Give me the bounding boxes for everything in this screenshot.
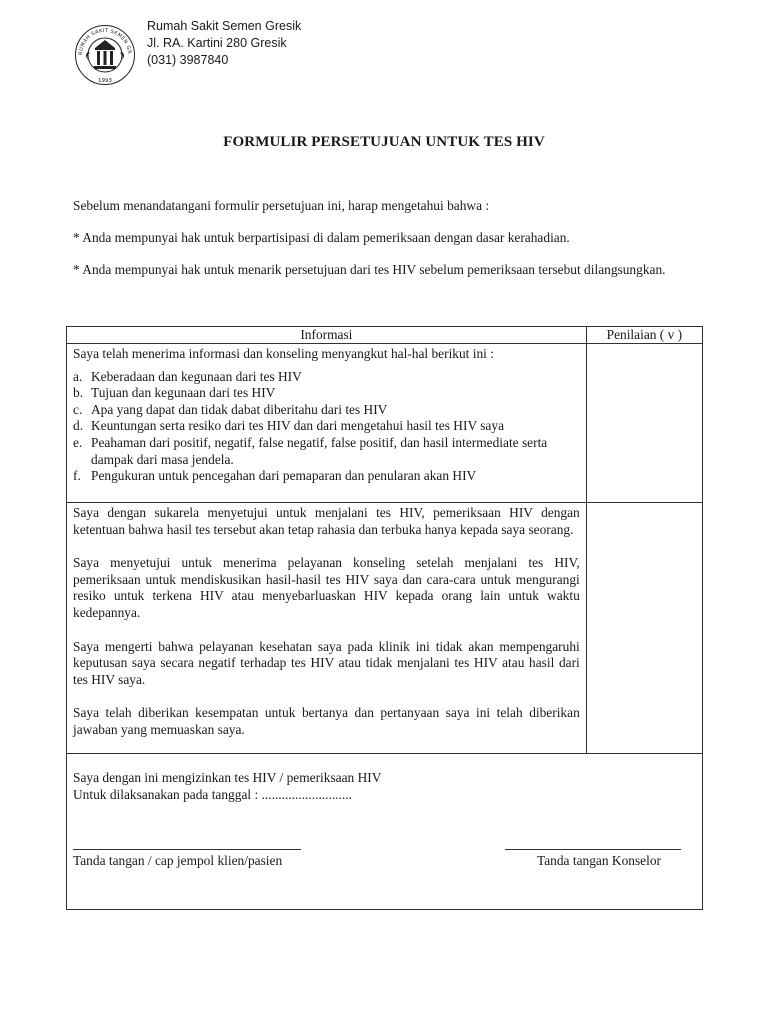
list-item-text: Apa yang dapat dan tidak dabat diberitahu dari tes HIV <box>91 401 388 417</box>
statement-paragraph: Saya menyetujui untuk menerima pelayanan konseling setelah menjalani tes HIV, pemeriksaan untuk mendiskusikan hasil-hasil tes HIV saya dan cara-cara untuk mengurangi resiko untuk terkena HIV atau menyebarluaskan HIV kepada orang lain untuk waktu kedepannya. <box>73 555 580 620</box>
statement-paragraph: Saya telah diberikan kesempatan untuk bertanya dan pertanyaan saya ini telah diberikan jawaban yang memuaskan saya. <box>73 705 580 737</box>
intro-bullet-text: * Anda mempunyai hak untuk menarik persetujuan dari tes HIV sebelum pemeriksaan tersebut dilangsungkan. <box>73 262 666 277</box>
column-header-penilaian: Penilaian ( v ) <box>586 327 702 344</box>
intro-bullet-text: * Anda mempunyai hak untuk berpartisipasi di dalam pemeriksaan dengan dasar kerahadian. <box>73 230 570 245</box>
hospital-logo-emblem-icon <box>74 24 136 86</box>
statements-cell <box>67 503 587 754</box>
table-row <box>67 503 703 754</box>
statement-paragraph: Saya dengan sukarela menyetujui untuk menjalani tes HIV, pemeriksaan HIV dengan ketentuan bahwa hasil tes tersebut akan tetap rahasia dan terbuka hanya kepada saya seorang. <box>73 505 580 537</box>
list-item-text: Peahaman dari positif, negatif, false negatif, false positif, dan hasil intermediate serta dampak dari masa jendela. <box>91 434 548 467</box>
list-item <box>73 468 580 485</box>
list-marker: b. <box>73 385 84 401</box>
intro-lead <box>73 198 673 214</box>
client-signature-label: Tanda tangan / cap jempol klien/pasien <box>73 853 283 868</box>
column-header-informasi: Informasi <box>67 327 587 344</box>
table-row <box>67 754 703 910</box>
signature-line <box>73 849 301 850</box>
signature-line <box>505 849 681 850</box>
intro-bullet-1 <box>73 230 673 246</box>
form-title: FORMULIR PERSETUJUAN UNTUK TES HIV <box>223 134 545 150</box>
list-item-text: Keberadaan dan kegunaan dari tes HIV <box>91 368 302 384</box>
list-item-text: Pengukuran untuk pencegahan dari pemaparan dan penularan akan HIV <box>91 468 477 484</box>
date-line[interactable]: Untuk dilaksanakan pada tanggal : ........................... <box>73 786 352 802</box>
counselor-signature-field[interactable] <box>505 849 681 870</box>
list-marker: f. <box>73 468 81 484</box>
consent-form-table <box>66 326 703 910</box>
counselor-signature-label: Tanda tangan Konselor <box>536 853 661 868</box>
hospital-name: Rumah Sakit Semen Gresik <box>147 19 302 33</box>
info-list <box>73 369 580 485</box>
list-item-text: Tujuan dan kegunaan dari tes HIV <box>91 385 276 401</box>
list-marker: c. <box>73 401 83 417</box>
list-marker: e. <box>73 434 83 450</box>
list-marker: a. <box>73 368 83 384</box>
logo-arc-text: RUMAH SAKIT SEMEN GR <box>77 27 133 56</box>
table-header-row <box>67 327 703 344</box>
list-item <box>73 418 580 435</box>
table-row <box>67 344 703 503</box>
consent-line: Saya dengan ini mengizinkan tes HIV / pemeriksaan HIV <box>73 770 382 785</box>
list-item <box>73 369 580 386</box>
assessment-checkbox-cell-info[interactable] <box>586 344 702 503</box>
client-signature-field[interactable] <box>73 849 301 870</box>
list-item <box>73 435 580 468</box>
statement-paragraph: Saya mengerti bahwa pelayanan kesehatan saya pada klinik ini tidak akan mempengaruhi keputusan saya secara negatif terhadap tes HIV atau tidak menjalani tes HIV atau hasil dari tes HIV saya. <box>73 638 580 687</box>
list-marker: d. <box>73 418 84 434</box>
info-cell <box>67 344 587 503</box>
info-lead: Saya telah menerima informasi dan konseling menyangkut hal-hal berikut ini : <box>73 346 494 361</box>
consent-signature-cell <box>67 754 703 910</box>
hospital-address: Jl. RA. Kartini 280 Gresik <box>147 36 287 50</box>
intro-lead-text: Sebelum menandatangani formulir persetujuan ini, harap mengetahui bahwa : <box>73 198 490 213</box>
list-item <box>73 385 580 402</box>
assessment-checkbox-cell-statements[interactable] <box>586 503 702 754</box>
logo-year: 1993 <box>98 78 112 84</box>
svg-text:RUMAH SAKIT SEMEN GRESIK <box>74 24 132 55</box>
hospital-contact <box>147 18 301 69</box>
list-item-text: Keuntungan serta resiko dari tes HIV dan dari mengetahui hasil tes HIV saya <box>91 418 505 434</box>
hospital-phone: (031) 3987840 <box>147 53 229 67</box>
list-item <box>73 402 580 419</box>
intro-bullet-2 <box>73 262 669 278</box>
